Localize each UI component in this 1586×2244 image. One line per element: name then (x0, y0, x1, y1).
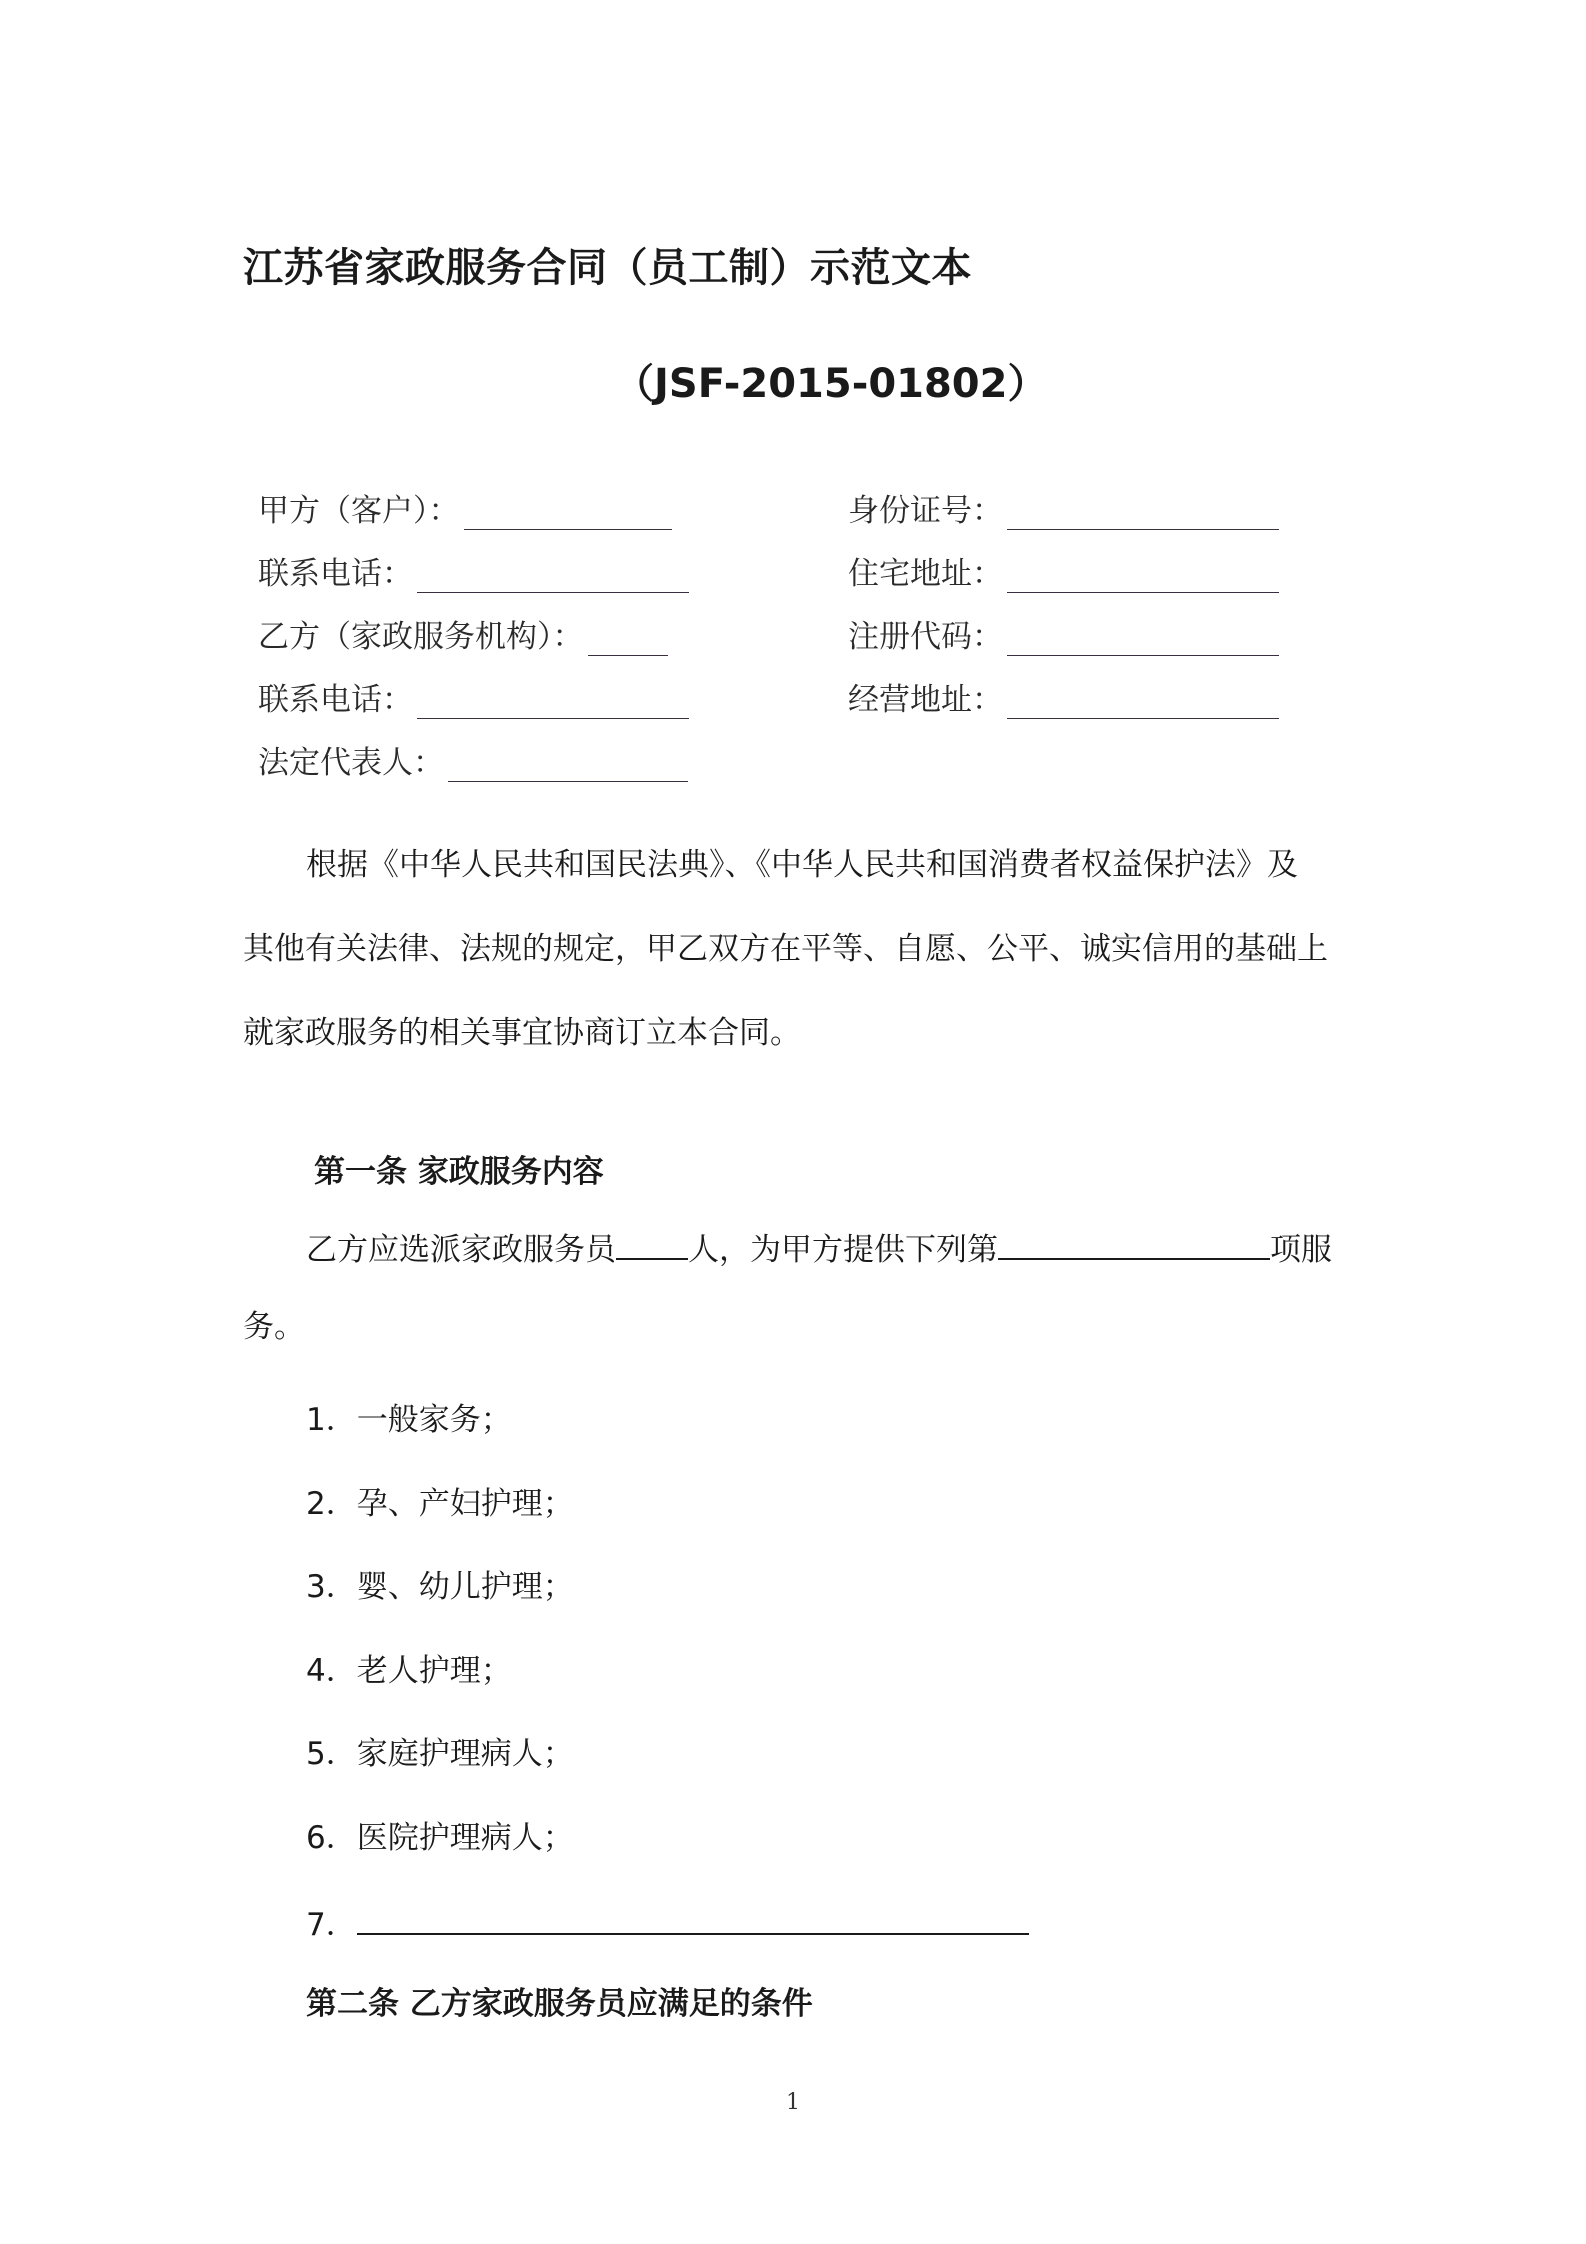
address-a-field (848, 548, 1279, 593)
document-code: （JSF-2015-01802） (614, 361, 1048, 407)
phone-b-label: 联系电话： (258, 682, 413, 718)
article-1-text-a: 乙方应选派家政服务员 (306, 1232, 616, 1268)
intro-line-1: 根据《中华人民共和国民法典》、《中华人民共和国消费者权益保护法》及 (306, 847, 1298, 883)
service-item: 3．婴、幼儿护理； (306, 1569, 574, 1605)
address-a-label: 住宅地址： (848, 556, 1003, 592)
service-item: 2．孕、产妇护理； (306, 1486, 574, 1522)
phone-a-label: 联系电话： (258, 556, 413, 592)
article-1-text-d: 务。 (243, 1309, 305, 1345)
address-b-label: 经营地址： (848, 682, 1003, 718)
article-1-heading: 第一条 家政服务内容 (314, 1154, 604, 1190)
intro-line-2: 其他有关法律、法规的规定，甲乙双方在平等、自愿、公平、诚实信用的基础上 (243, 931, 1328, 967)
address-a-blank[interactable] (1007, 562, 1279, 593)
legal-rep-blank[interactable] (448, 751, 688, 782)
id-number-field (848, 485, 1279, 530)
party-a-blank[interactable] (464, 499, 672, 530)
reg-code-blank[interactable] (1007, 625, 1279, 656)
other-service-blank[interactable] (357, 1903, 1029, 1935)
address-b-field (848, 674, 1279, 719)
id-number-label: 身份证号： (848, 493, 1003, 529)
article-1-text-b: 人，为甲方提供下列第 (688, 1232, 998, 1268)
phone-b-blank[interactable] (417, 688, 689, 719)
party-a-label: 甲方（客户）： (258, 493, 460, 529)
service-item: 4．老人护理； (306, 1653, 512, 1689)
legal-rep-label: 法定代表人： (258, 745, 444, 781)
legal-rep-field (258, 737, 688, 782)
address-b-blank[interactable] (1007, 688, 1279, 719)
phone-a-field (258, 548, 689, 593)
page-number: 1 (786, 2090, 800, 2115)
id-number-blank[interactable] (1007, 499, 1279, 530)
service-item-other (306, 1899, 1029, 1944)
party-b-blank[interactable] (588, 625, 668, 656)
service-item: 6．医院护理病人； (306, 1820, 574, 1856)
reg-code-label: 注册代码： (848, 619, 1003, 655)
intro-line-3: 就家政服务的相关事宜协商订立本合同。 (243, 1015, 801, 1051)
reg-code-field (848, 611, 1279, 656)
service-item: 5．家庭护理病人； (306, 1736, 574, 1772)
phone-a-blank[interactable] (417, 562, 689, 593)
service-items-blank[interactable] (998, 1228, 1270, 1260)
service-item: 1．一般家务； (306, 1402, 512, 1438)
article-1-text-c: 项服 (1270, 1232, 1332, 1268)
party-a-field (258, 485, 672, 530)
staff-count-blank[interactable] (616, 1228, 688, 1260)
article-2-heading: 第二条 乙方家政服务员应满足的条件 (306, 1986, 813, 2022)
service-item-other-label: 7． (306, 1907, 357, 1943)
article-1-text (306, 1228, 1332, 1266)
party-b-label: 乙方（家政服务机构）： (258, 619, 584, 655)
phone-b-field (258, 674, 689, 719)
party-b-field (258, 611, 668, 656)
document-title: 江苏省家政服务合同（员工制）示范文本 (243, 245, 972, 291)
